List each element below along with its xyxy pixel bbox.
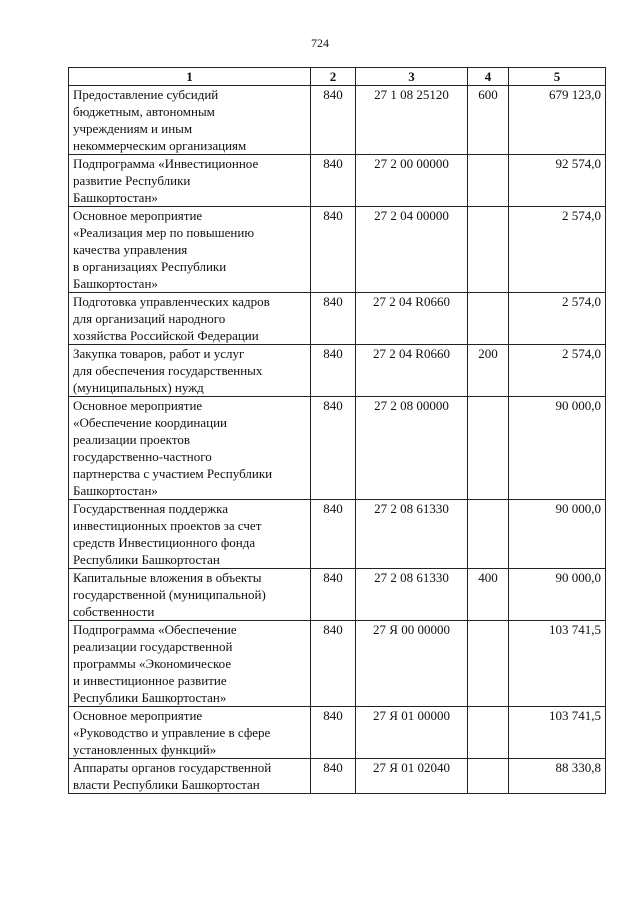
- table-row: [69, 293, 606, 345]
- row-csr-cell: 27 Я 01 00000: [356, 707, 468, 759]
- row-code-cell: 840: [311, 397, 356, 500]
- row-name-line: Подготовка управленческих кадров: [73, 294, 270, 309]
- row-csr-cell: 27 2 04 R0660: [356, 293, 468, 345]
- row-name-line: Предоставление субсидий: [73, 87, 219, 102]
- row-csr-cell: 27 2 04 00000: [356, 207, 468, 293]
- row-csr-cell: 27 Я 00 00000: [356, 621, 468, 707]
- row-name-line: Башкортостан»: [73, 276, 158, 291]
- row-sum-cell: 92 574,0: [509, 155, 606, 207]
- row-name-line: Республики Башкортостан»: [73, 690, 227, 705]
- column-header: 2: [311, 68, 356, 86]
- row-type-cell: 200: [468, 345, 509, 397]
- row-code-cell: 840: [311, 707, 356, 759]
- row-name-line: Основное мероприятие: [73, 208, 203, 223]
- row-name-line: некоммерческим организациям: [73, 138, 247, 153]
- row-name-line: программы «Экономическое: [73, 656, 232, 671]
- row-csr-cell: 27 2 00 00000: [356, 155, 468, 207]
- table-header-row: [69, 68, 606, 86]
- row-name-line: государственно-частного: [73, 449, 212, 464]
- row-code-cell: 840: [311, 207, 356, 293]
- row-name-cell: [69, 500, 311, 569]
- row-name-line: Республики Башкортостан: [73, 552, 220, 567]
- row-name-cell: [69, 759, 311, 794]
- row-csr-cell: 27 2 04 R0660: [356, 345, 468, 397]
- row-name-line: в организациях Республики: [73, 259, 227, 274]
- row-csr-cell: 27 2 08 00000: [356, 397, 468, 500]
- row-name-line: Основное мероприятие: [73, 708, 203, 723]
- row-type-cell: [468, 500, 509, 569]
- row-name-line: собственности: [73, 604, 155, 619]
- table-row: [69, 569, 606, 621]
- table-row: [69, 207, 606, 293]
- row-type-cell: [468, 293, 509, 345]
- row-code-cell: 840: [311, 155, 356, 207]
- row-csr-cell: 27 2 08 61330: [356, 500, 468, 569]
- row-csr-cell: 27 1 08 25120: [356, 86, 468, 155]
- table-row: [69, 707, 606, 759]
- row-name-line: «Обеспечение координации: [73, 415, 227, 430]
- table-row: [69, 86, 606, 155]
- row-name-line: хозяйства Российской Федерации: [73, 328, 259, 343]
- row-code-cell: 840: [311, 86, 356, 155]
- table-row: [69, 500, 606, 569]
- row-type-cell: [468, 707, 509, 759]
- row-name-cell: [69, 707, 311, 759]
- row-type-cell: [468, 759, 509, 794]
- row-name-cell: [69, 293, 311, 345]
- row-sum-cell: 90 000,0: [509, 500, 606, 569]
- row-code-cell: 840: [311, 345, 356, 397]
- table-row: [69, 155, 606, 207]
- row-name-line: для организаций народного: [73, 311, 226, 326]
- row-type-cell: [468, 397, 509, 500]
- row-sum-cell: 103 741,5: [509, 707, 606, 759]
- table-row: [69, 621, 606, 707]
- row-type-cell: 600: [468, 86, 509, 155]
- row-name-cell: [69, 207, 311, 293]
- row-sum-cell: 2 574,0: [509, 207, 606, 293]
- row-name-line: государственной (муниципальной): [73, 587, 266, 602]
- row-name-line: Государственная поддержка: [73, 501, 229, 516]
- column-header: 3: [356, 68, 468, 86]
- row-csr-cell: 27 Я 01 02040: [356, 759, 468, 794]
- row-name-line: и инвестиционное развитие: [73, 673, 227, 688]
- row-name-line: Башкортостан»: [73, 190, 158, 205]
- row-sum-cell: 90 000,0: [509, 569, 606, 621]
- column-header: 4: [468, 68, 509, 86]
- row-name-cell: [69, 345, 311, 397]
- row-type-cell: [468, 155, 509, 207]
- row-name-line: реализации проектов: [73, 432, 190, 447]
- row-name-line: Основное мероприятие: [73, 398, 203, 413]
- row-name-line: Закупка товаров, работ и услуг: [73, 346, 245, 361]
- row-type-cell: 400: [468, 569, 509, 621]
- row-type-cell: [468, 207, 509, 293]
- row-name-line: бюджетным, автономным: [73, 104, 215, 119]
- row-sum-cell: 679 123,0: [509, 86, 606, 155]
- row-name-line: реализации государственной: [73, 639, 233, 654]
- row-name-cell: [69, 86, 311, 155]
- budget-table: [68, 67, 606, 794]
- row-name-cell: [69, 621, 311, 707]
- row-name-line: учреждениям и иным: [73, 121, 193, 136]
- row-name-line: Аппараты органов государственной: [73, 760, 272, 775]
- row-name-line: развитие Республики: [73, 173, 191, 188]
- row-name-line: власти Республики Башкортостан: [73, 777, 260, 792]
- row-name-line: установленных функций»: [73, 742, 217, 757]
- row-sum-cell: 2 574,0: [509, 293, 606, 345]
- page-number: 724: [311, 36, 329, 50]
- row-code-cell: 840: [311, 621, 356, 707]
- row-name-line: средств Инвестиционного фонда: [73, 535, 256, 550]
- row-sum-cell: 2 574,0: [509, 345, 606, 397]
- row-csr-cell: 27 2 08 61330: [356, 569, 468, 621]
- row-name-line: партнерства с участием Республики: [73, 466, 273, 481]
- row-name-line: Капитальные вложения в объекты: [73, 570, 262, 585]
- row-sum-cell: 88 330,8: [509, 759, 606, 794]
- row-name-line: (муниципальных) нужд: [73, 380, 204, 395]
- table-row: [69, 345, 606, 397]
- row-name-line: инвестиционных проектов за счет: [73, 518, 262, 533]
- table-row: [69, 759, 606, 794]
- row-name-cell: [69, 155, 311, 207]
- row-code-cell: 840: [311, 293, 356, 345]
- row-name-line: Подпрограмма «Обеспечение: [73, 622, 237, 637]
- row-name-cell: [69, 397, 311, 500]
- column-header: 1: [69, 68, 311, 86]
- column-header: 5: [509, 68, 606, 86]
- row-code-cell: 840: [311, 500, 356, 569]
- row-name-line: «Реализация мер по повышению: [73, 225, 255, 240]
- row-sum-cell: 90 000,0: [509, 397, 606, 500]
- table-body: [69, 86, 606, 794]
- row-sum-cell: 103 741,5: [509, 621, 606, 707]
- row-name-line: «Руководство и управление в сфере: [73, 725, 271, 740]
- row-code-cell: 840: [311, 759, 356, 794]
- row-name-cell: [69, 569, 311, 621]
- table-row: [69, 397, 606, 500]
- row-type-cell: [468, 621, 509, 707]
- row-code-cell: 840: [311, 569, 356, 621]
- row-name-line: для обеспечения государственных: [73, 363, 263, 378]
- row-name-line: Подпрограмма «Инвестиционное: [73, 156, 259, 171]
- row-name-line: Башкортостан»: [73, 483, 158, 498]
- row-name-line: качества управления: [73, 242, 188, 257]
